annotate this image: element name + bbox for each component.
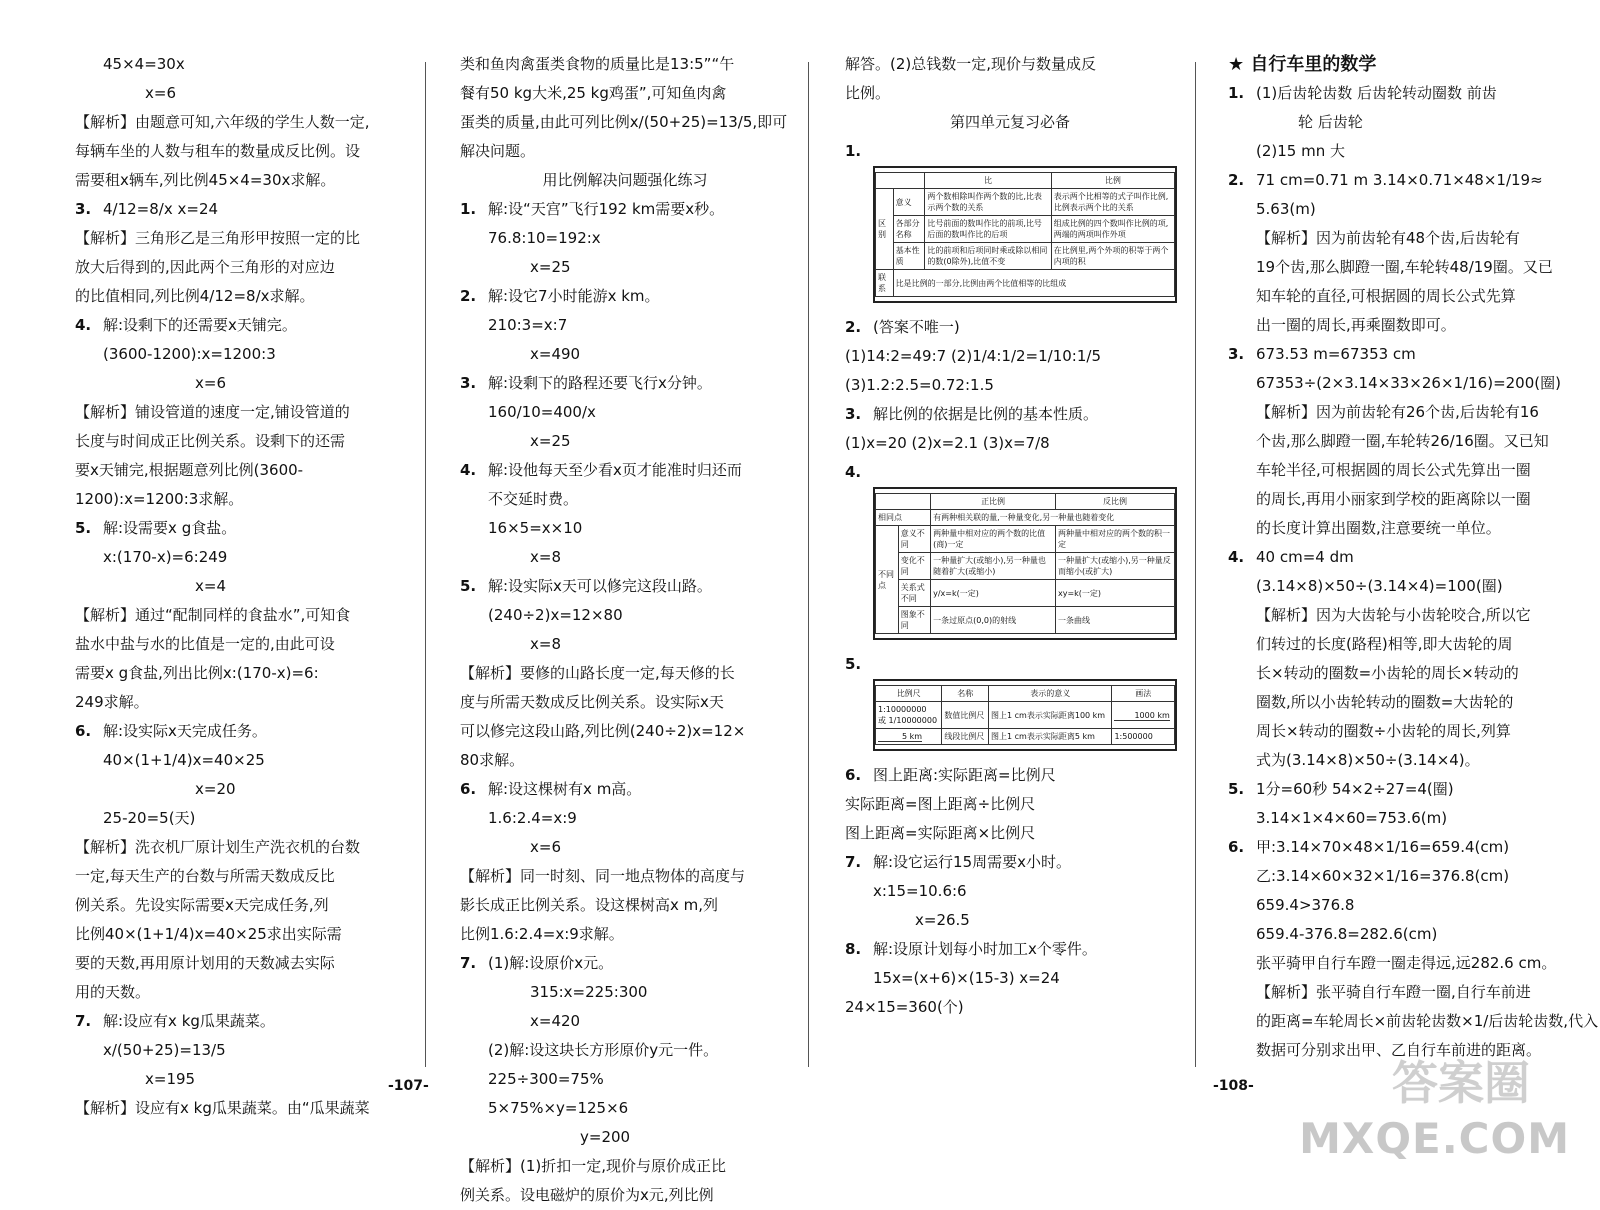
question-number: 6.	[460, 780, 477, 798]
table-row-label: 区别	[876, 189, 894, 270]
answer: (2)解:设这块长方形原价y元一件。	[488, 1041, 719, 1059]
question-1	[1228, 79, 1558, 108]
question-number: 3.	[75, 200, 92, 218]
table-cell: 一条过原点(0,0)的射线	[931, 607, 1056, 634]
analysis: 出一圈的周长,再乘圈数即可。	[1256, 316, 1456, 334]
table-cell: 图上1 cm表示实际距离5 km	[989, 729, 1112, 745]
table-row-label: 图象不同	[898, 607, 930, 634]
analysis: 【解析】洗衣机厂原计划生产洗衣机的台数	[75, 838, 361, 856]
analysis: 一定,每天生产的台数与所需天数成反比	[75, 867, 335, 885]
question-number: 6.	[75, 722, 92, 740]
answer: 5.63(m)	[1256, 200, 1316, 218]
answer: 解:设它运行15周需要x小时。	[873, 853, 1072, 871]
analysis: 数据可分别求出甲、乙自行车前进的距离。	[1256, 1041, 1542, 1059]
analysis: 车轮半径,可根据圆的周长公式先算出一圈	[1256, 461, 1531, 479]
answer: 图上距离:实际距离=比例尺	[873, 766, 1056, 784]
question-number: 1.	[1228, 84, 1245, 102]
table-row-label: 意义不同	[898, 526, 930, 553]
analysis: 需要x g食盐,列出比例x:(170-x)=6:	[75, 664, 319, 682]
answer: 解:设应有x kg瓜果蔬菜。	[103, 1012, 275, 1030]
table-cell: 两种量中相对应的两个数的积一定	[1056, 526, 1175, 553]
column-1	[75, 50, 400, 1123]
equation: 16×5=x×10	[488, 519, 583, 537]
answer: 轮 后齿轮	[1298, 113, 1363, 131]
column-divider	[1195, 62, 1196, 1067]
analysis: 的比值相同,列比例4/12=8/x求解。	[75, 287, 315, 305]
question-number: 5.	[845, 655, 862, 673]
equation: x=490	[530, 345, 581, 363]
table-header: 名称	[942, 686, 989, 702]
answer: 图上距离=实际距离×比例尺	[845, 824, 1036, 842]
analysis: 【解析】同一时刻、同一地点物体的高度与	[460, 867, 746, 885]
equation: 40×(1+1/4)x=40×25	[103, 751, 265, 769]
answer: (1)后齿轮齿数 后齿轮转动圈数 前齿	[1256, 84, 1497, 102]
scale-label: 1000 km	[1114, 711, 1169, 721]
answer: 解:设剩下的还需要x天铺完。	[103, 316, 297, 334]
question-number: 7.	[75, 1012, 92, 1030]
answer: 解:设它7小时能游x km。	[488, 287, 660, 305]
table-cell: 比号前面的数叫作比的前项,比号后面的数叫作比的后项	[925, 216, 1051, 243]
equation: x=195	[145, 1070, 196, 1088]
equation: x=26.5	[915, 911, 970, 929]
column-divider	[425, 62, 426, 1067]
analysis: 80求解。	[460, 751, 525, 769]
equation: 25-20=5(天)	[103, 809, 196, 827]
equation: 乙:3.14×60×32×1/16=376.8(cm)	[1256, 867, 1510, 885]
question-number: 3.	[845, 405, 862, 423]
table-cell: 两个数相除叫作两个数的比,比表示两个数的关系	[925, 189, 1051, 216]
equation: x=6	[145, 84, 176, 102]
analysis: 用的天数。	[75, 983, 151, 1001]
question-number: 4.	[460, 461, 477, 479]
question-6	[460, 775, 790, 804]
ratio-comparison-table	[873, 166, 1177, 303]
table-cell: 有两种相关联的量,一种量变化,另一种量也随着变化	[931, 510, 1175, 526]
analysis: 式为(3.14×8)×50÷(3.14×4)。	[1256, 751, 1480, 769]
analysis: 【解析】张平骑自行车蹬一圈,自行车前进	[1256, 983, 1531, 1001]
analysis: 解决问题。	[460, 142, 536, 160]
analysis: 例关系。先设实际需要x天完成任务,列	[75, 896, 329, 914]
answer: 40 cm=4 dm	[1256, 548, 1354, 566]
question-5	[75, 514, 400, 543]
equation: 5×75%×y=125×6	[488, 1099, 629, 1117]
answer: 甲:3.14×70×48×1/16=659.4(cm)	[1256, 838, 1510, 856]
table-row-label: 相同点	[876, 510, 931, 526]
question-5	[845, 650, 1175, 761]
question-number: 2.	[845, 318, 862, 336]
table-row-label: 关系式不同	[898, 580, 930, 607]
equation: x=25	[530, 432, 571, 450]
equation: 225÷300=75%	[488, 1070, 604, 1088]
answer: 实际距离=图上距离÷比例尺	[845, 795, 1036, 813]
column-3	[845, 50, 1175, 1022]
equation: (1)14:2=49:7 (2)1/4:1/2=1/10:1/5	[845, 347, 1101, 365]
analysis: 知车轮的直径,可根据圆的周长公式先算	[1256, 287, 1516, 305]
analysis: 249求解。	[75, 693, 149, 711]
analysis: 【解析】(1)折扣一定,现价与原价成正比	[460, 1157, 727, 1175]
table-cell: 线段比例尺	[942, 729, 989, 745]
analysis: 【解析】因为前齿轮有48个齿,后齿轮有	[1256, 229, 1520, 247]
question-4	[845, 458, 1175, 650]
analysis: 【解析】由题意可知,六年级的学生人数一定,	[75, 113, 370, 131]
answer: 673.53 m=67353 cm	[1256, 345, 1416, 363]
answer: 解:设实际x天完成任务。	[103, 722, 267, 740]
question-5	[460, 572, 790, 601]
analysis: 例关系。设电磁炉的原价为x元,列比例	[460, 1186, 714, 1204]
equation: (3.14×8)×50÷(3.14×4)=100(圈)	[1256, 577, 1503, 595]
analysis: 解答。(2)总钱数一定,现价与数量成反	[845, 55, 1097, 73]
analysis: 每辆车坐的人数与租车的数量成反比例。设	[75, 142, 361, 160]
watermark-url: MXQE.COM	[1299, 1114, 1570, 1163]
equation: x=20	[195, 780, 236, 798]
analysis: 蛋类的质量,由此可列比例x/(50+25)=13/5,即可	[460, 113, 788, 131]
answer: 解:设需要x g食盐。	[103, 519, 237, 537]
equation: x=6	[195, 374, 226, 392]
equation: x:(170-x)=6:249	[103, 548, 228, 566]
analysis: 需要租x辆车,列比例45×4=30x求解。	[75, 171, 336, 189]
analysis: 要x天铺完,根据题意列比例(3600-	[75, 461, 304, 479]
answer: 解:设“天宫”飞行192 km需要x秒。	[488, 200, 725, 218]
question-number: 3.	[1228, 345, 1245, 363]
table-cell: y/x=k(一定)	[931, 580, 1056, 607]
question-3	[1228, 340, 1558, 369]
answer: (2)15 mn 大	[1256, 142, 1345, 160]
equation: 160/10=400/x	[488, 403, 596, 421]
equation: x:15=10.6:6	[873, 882, 967, 900]
answer: 张平骑甲自行车蹬一圈走得远,远282.6 cm。	[1256, 954, 1557, 972]
table-row-label: 基本性质	[893, 243, 925, 270]
answer: 不交延时费。	[488, 490, 579, 508]
question-6	[845, 761, 1175, 790]
analysis: 【解析】铺设管道的速度一定,铺设管道的	[75, 403, 350, 421]
analysis: 要的天数,再用原计划用的天数减去实际	[75, 954, 335, 972]
table-cell: 表示两个比相等的式子叫作比例,比例表示两个比的关系	[1051, 189, 1174, 216]
equation: 315:x=225:300	[530, 983, 648, 1001]
analysis: 【解析】因为大齿轮与小齿轮咬合,所以它	[1256, 606, 1531, 624]
table-corner	[876, 494, 931, 510]
question-4	[75, 311, 400, 340]
question-number: 1.	[460, 200, 477, 218]
analysis: 可以修完这段山路,列比例(240÷2)x=12×	[460, 722, 746, 740]
table-cell: 在比例里,两个外项的积等于两个内项的积	[1051, 243, 1174, 270]
watermark-logo: 答案圈	[1392, 1056, 1530, 1110]
question-number: 5.	[1228, 780, 1245, 798]
equation: 45×4=30x	[103, 55, 185, 73]
answer: (1)解:设原价x元。	[488, 954, 614, 972]
equation: 76.8:10=192:x	[488, 229, 601, 247]
analysis: 放大后得到的,因此两个三角形的对应边	[75, 258, 335, 276]
equation: x=8	[530, 635, 561, 653]
question-4	[1228, 543, 1558, 572]
question-8	[845, 935, 1175, 964]
analysis: 的长度计算出圈数,注意要统一单位。	[1256, 519, 1501, 537]
equation: (240÷2)x=12×80	[488, 606, 623, 624]
scale-fraction: 或 1/10000000	[878, 716, 938, 725]
question-2	[845, 313, 1175, 342]
answer: 解:设他每天至少看x页才能准时归还而	[488, 461, 742, 479]
equation: x=6	[530, 838, 561, 856]
analysis: 长度与时间成正比例关系。设剩下的还需	[75, 432, 346, 450]
equation: (1)x=20 (2)x=2.1 (3)x=7/8	[845, 434, 1050, 452]
answer: 1分=60秒 54×2÷27=4(圈)	[1256, 780, 1454, 798]
column-2	[460, 50, 790, 1210]
question-number: 6.	[845, 766, 862, 784]
question-7	[460, 949, 790, 978]
analysis: 【解析】三角形乙是三角形甲按照一定的比	[75, 229, 361, 247]
analysis: 们转过的长度(路程)相等,即大齿轮的周	[1256, 635, 1513, 653]
equation: (3)1.2:2.5=0.72:1.5	[845, 376, 994, 394]
answer: 71 cm=0.71 m 3.14×0.71×48×1/19≈	[1256, 171, 1543, 189]
question-3	[845, 400, 1175, 429]
scale-table	[873, 679, 1177, 751]
equation: x=4	[195, 577, 226, 595]
question-number: 4.	[845, 463, 862, 481]
question-5	[1228, 775, 1558, 804]
table-row-label: 各部分名称	[893, 216, 925, 243]
table-cell: 一种量扩大(或缩小),另一种量反而缩小(或扩大)	[1056, 553, 1175, 580]
analysis: 周长×转动的圈数÷小齿轮的周长,列算	[1256, 722, 1511, 740]
analysis: 的周长,再用小丽家到学校的距离除以一圈	[1256, 490, 1531, 508]
question-6	[1228, 833, 1558, 862]
table-row-label: 联系	[876, 270, 894, 297]
equation: x=25	[530, 258, 571, 276]
table-header: 表示的意义	[989, 686, 1112, 702]
equation: 659.4>376.8	[1256, 896, 1355, 914]
table-cell	[1112, 702, 1175, 729]
question-number: 5.	[460, 577, 477, 595]
analysis: 【解析】通过“配制同样的食盐水”,可知食	[75, 606, 351, 624]
proportion-comparison-table	[873, 487, 1177, 640]
section-title: 用比例解决问题强化练习	[542, 171, 708, 189]
analysis: 【解析】设应有x kg瓜果蔬菜。由“瓜果蔬菜	[75, 1099, 370, 1117]
equation: y=200	[580, 1128, 631, 1146]
table-row-label: 意义	[893, 189, 925, 216]
table-cell: 两种量中相对应的两个数的比值(商)一定	[931, 526, 1056, 553]
table-row-label: 不同点	[876, 526, 899, 634]
analysis: 19个齿,那么脚蹬一圈,车轮转48/19圈。又已	[1256, 258, 1553, 276]
equation: 659.4-376.8=282.6(cm)	[1256, 925, 1438, 943]
table-row-label: 变化不同	[898, 553, 930, 580]
table-cell: xy=k(一定)	[1056, 580, 1175, 607]
question-7	[75, 1007, 400, 1036]
analysis: 的距离=车轮周长×前齿轮齿数×1/后齿轮齿数,代入	[1256, 1012, 1599, 1030]
analysis: 【解析】因为前齿轮有26个齿,后齿轮有16	[1256, 403, 1539, 421]
table-header: 画法	[1112, 686, 1175, 702]
answer: (答案不唯一)	[873, 318, 960, 336]
column-divider	[808, 62, 809, 1067]
analysis: 比例。	[845, 84, 891, 102]
equation: 67353÷(2×3.14×33×26×1/16)=200(圈)	[1256, 374, 1561, 392]
table-cell: 1:500000	[1112, 729, 1175, 745]
question-7	[845, 848, 1175, 877]
analysis: 度与所需天数成反比例关系。设实际x天	[460, 693, 724, 711]
question-2	[460, 282, 790, 311]
analysis: 比例40×(1+1/4)x=40×25求出实际需	[75, 925, 342, 943]
question-number: 2.	[460, 287, 477, 305]
equation: 15x=(x+6)×(15-3) x=24	[873, 969, 1060, 987]
equation: 3.14×1×4×60=753.6(m)	[1256, 809, 1448, 827]
table-cell: 数值比例尺	[942, 702, 989, 729]
page-number-left: -107-	[388, 1078, 429, 1094]
analysis: 1200):x=1200:3求解。	[75, 490, 244, 508]
answer: 解:设剩下的路程还要飞行x分钟。	[488, 374, 712, 392]
answer: 解:设原计划每小时加工x个零件。	[873, 940, 1097, 958]
answer: 解比例的依据是比例的基本性质。	[873, 405, 1099, 423]
analysis: 个齿,那么脚蹬一圈,车轮转26/16圈。又已知	[1256, 432, 1549, 450]
analysis: 类和鱼肉禽蛋类食物的质量比是13:5”“午	[460, 55, 735, 73]
question-number: 7.	[845, 853, 862, 871]
question-number: 8.	[845, 940, 862, 958]
equation: (3600-1200):x=1200:3	[103, 345, 276, 363]
table-header: 比例尺	[876, 686, 942, 702]
question-number: 4.	[1228, 548, 1245, 566]
table-cell: 一种量扩大(或缩小),另一种量也随着扩大(或缩小)	[931, 553, 1056, 580]
analysis: 【解析】要修的山路长度一定,每天修的长	[460, 664, 735, 682]
page-number-right: -108-	[1213, 1078, 1254, 1094]
answer: 解:设这棵树有x m高。	[488, 780, 642, 798]
analysis: 圈数,所以小齿轮转动的圈数=大齿轮的	[1256, 693, 1514, 711]
question-number: 5.	[75, 519, 92, 537]
table-header: 比例	[1051, 173, 1174, 189]
table-corner	[876, 173, 925, 189]
section-title: 第四单元复习必备	[949, 113, 1070, 131]
table-cell	[876, 702, 942, 729]
equation: x=420	[530, 1012, 581, 1030]
analysis: 比例1.6:2.4=x:9求解。	[460, 925, 624, 943]
equation: 24×15=360(个)	[845, 998, 964, 1016]
table-header: 反比例	[1056, 494, 1175, 510]
question-number: 2.	[1228, 171, 1245, 189]
answer: 解:设实际x天可以修完这段山路。	[488, 577, 712, 595]
table-header: 正比例	[931, 494, 1056, 510]
table-cell: 比是比例的一部分,比例由两个比值相等的比组成	[893, 270, 1174, 297]
question-number: 7.	[460, 954, 477, 972]
question-number: 6.	[1228, 838, 1245, 856]
table-header: 比	[925, 173, 1051, 189]
question-number: 4.	[75, 316, 92, 334]
question-3	[460, 369, 790, 398]
equation: x=8	[530, 548, 561, 566]
table-cell: 比的前项和后项同时乘或除以相同的数(0除外),比值不变	[925, 243, 1051, 270]
equation: x/(50+25)=13/5	[103, 1041, 226, 1059]
question-6	[75, 717, 400, 746]
question-1	[845, 137, 1175, 313]
scale-label: 5 km	[878, 732, 922, 742]
scale-ratio: 1:10000000	[878, 705, 927, 714]
question-4	[460, 456, 790, 485]
question-number: 3.	[460, 374, 477, 392]
table-cell: 图上1 cm表示实际距离100 km	[989, 702, 1112, 729]
answer: 4/12=8/x x=24	[103, 200, 219, 218]
analysis: 餐有50 kg大米,25 kg鸡蛋”,可知鱼肉禽	[460, 84, 727, 102]
column-4	[1228, 50, 1599, 1065]
question-1	[460, 195, 790, 224]
table-cell	[876, 729, 942, 745]
equation: 210:3=x:7	[488, 316, 568, 334]
question-3	[75, 195, 400, 224]
table-cell: 一条曲线	[1056, 607, 1175, 634]
question-number: 1.	[845, 142, 862, 160]
question-2	[1228, 166, 1558, 195]
equation: 1.6:2.4=x:9	[488, 809, 577, 827]
analysis: 盐水中盐与水的比值是一定的,由此可设	[75, 635, 335, 653]
table-cell: 组成比例的四个数叫作比例的项,两端的两项叫作外项	[1051, 216, 1174, 243]
analysis: 长×转动的圈数=小齿轮的周长×转动的	[1256, 664, 1519, 682]
section-title: ★ 自行车里的数学	[1228, 54, 1377, 75]
analysis: 影长成正比例关系。设这棵树高x m,列	[460, 896, 719, 914]
